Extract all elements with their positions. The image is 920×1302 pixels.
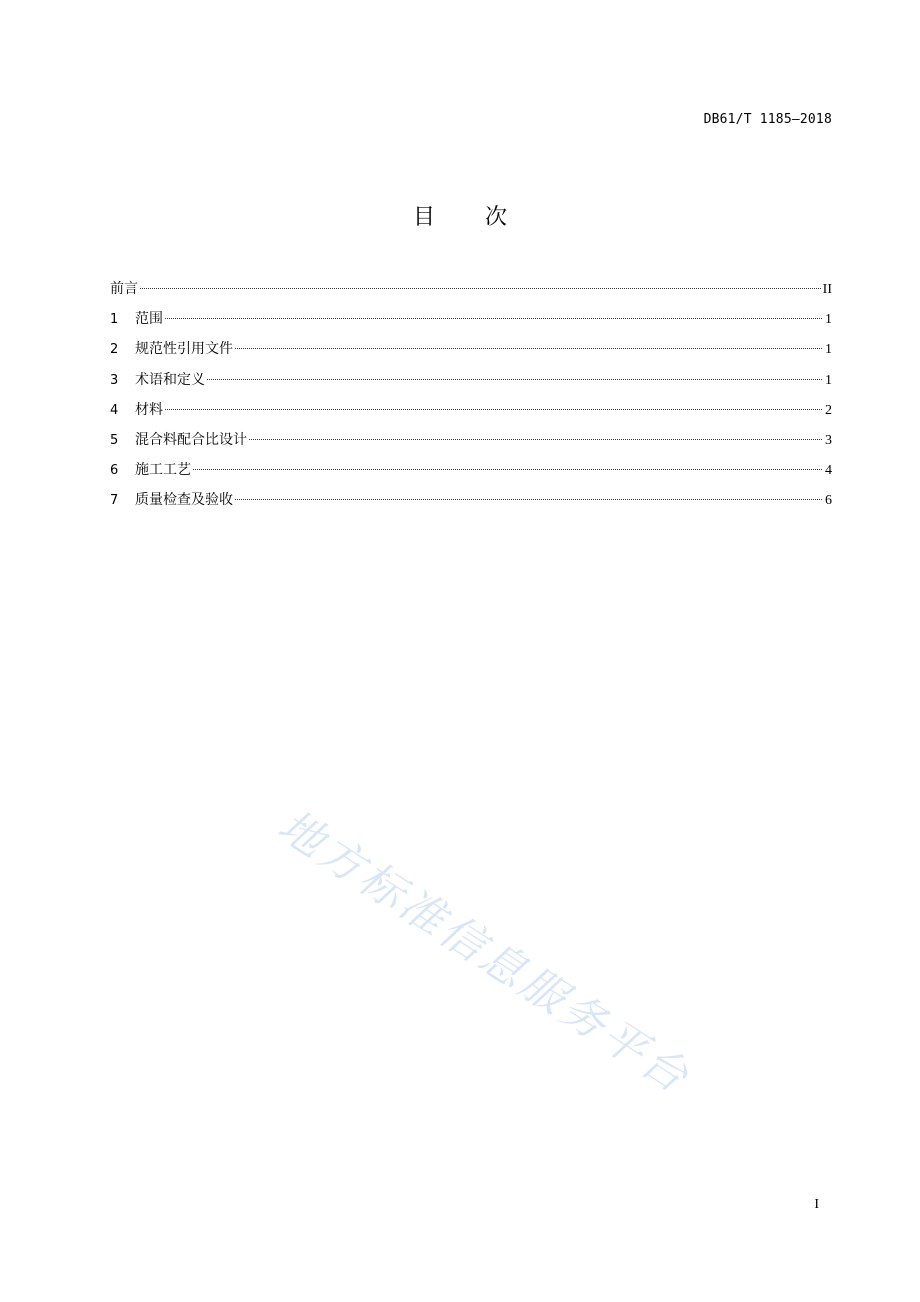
document-code: DB61/T 1185—2018: [703, 112, 832, 127]
toc-entry-label: 术语和定义: [135, 371, 205, 388]
toc-entry-number: 5: [110, 432, 119, 448]
toc-list: [110, 279, 832, 521]
toc-entry-page: 1: [825, 372, 832, 388]
watermark-text: 地方标准信息服务平台: [269, 800, 700, 1105]
toc-entry-label: 混合料配合比设计: [135, 431, 247, 448]
toc-leader-dots: [249, 439, 822, 440]
toc-entry-4[interactable]: [110, 400, 832, 430]
toc-leader-dots: [165, 318, 822, 319]
toc-entry-7[interactable]: [110, 490, 832, 520]
toc-entry-number: 4: [110, 402, 119, 418]
toc-entry-number: 3: [110, 372, 119, 388]
toc-entry-label: 材料: [135, 401, 163, 418]
toc-leader-dots: [207, 379, 822, 380]
toc-entry-3[interactable]: [110, 370, 832, 400]
toc-entry-page: 6: [825, 493, 832, 509]
toc-entry-page: II: [822, 282, 832, 297]
toc-entry-label: 范围: [135, 311, 163, 328]
toc-entry-label: 规范性引用文件: [135, 341, 233, 358]
toc-entry-number: 1: [110, 312, 119, 328]
toc-entry-label: 前言: [110, 281, 138, 297]
toc-entry-page: 4: [825, 463, 832, 479]
toc-entry-foreword[interactable]: [110, 279, 832, 309]
page-number: I: [814, 1197, 819, 1212]
toc-entry-number: 6: [110, 463, 119, 479]
toc-entry-6[interactable]: [110, 460, 832, 490]
toc-leader-dots: [235, 348, 822, 349]
toc-entry-page: 1: [825, 342, 832, 358]
toc-entry-label: 施工工艺: [135, 462, 191, 479]
toc-entry-1[interactable]: [110, 309, 832, 339]
toc-title-char-1: 目: [412, 205, 435, 230]
toc-entry-2[interactable]: [110, 339, 832, 369]
toc-title: [0, 200, 920, 231]
toc-title-char-2: 次: [485, 205, 508, 230]
toc-entry-number: 2: [110, 342, 119, 358]
toc-entry-number: 7: [110, 493, 119, 509]
toc-leader-dots: [235, 499, 822, 500]
toc-leader-dots: [193, 469, 822, 470]
toc-entry-5[interactable]: [110, 430, 832, 460]
toc-entry-page: 2: [825, 402, 832, 418]
toc-leader-dots: [165, 409, 822, 410]
toc-entry-label: 质量检查及验收: [135, 492, 233, 509]
toc-entry-page: 3: [825, 432, 832, 448]
toc-leader-dots: [140, 288, 821, 289]
toc-entry-page: 1: [825, 312, 832, 328]
